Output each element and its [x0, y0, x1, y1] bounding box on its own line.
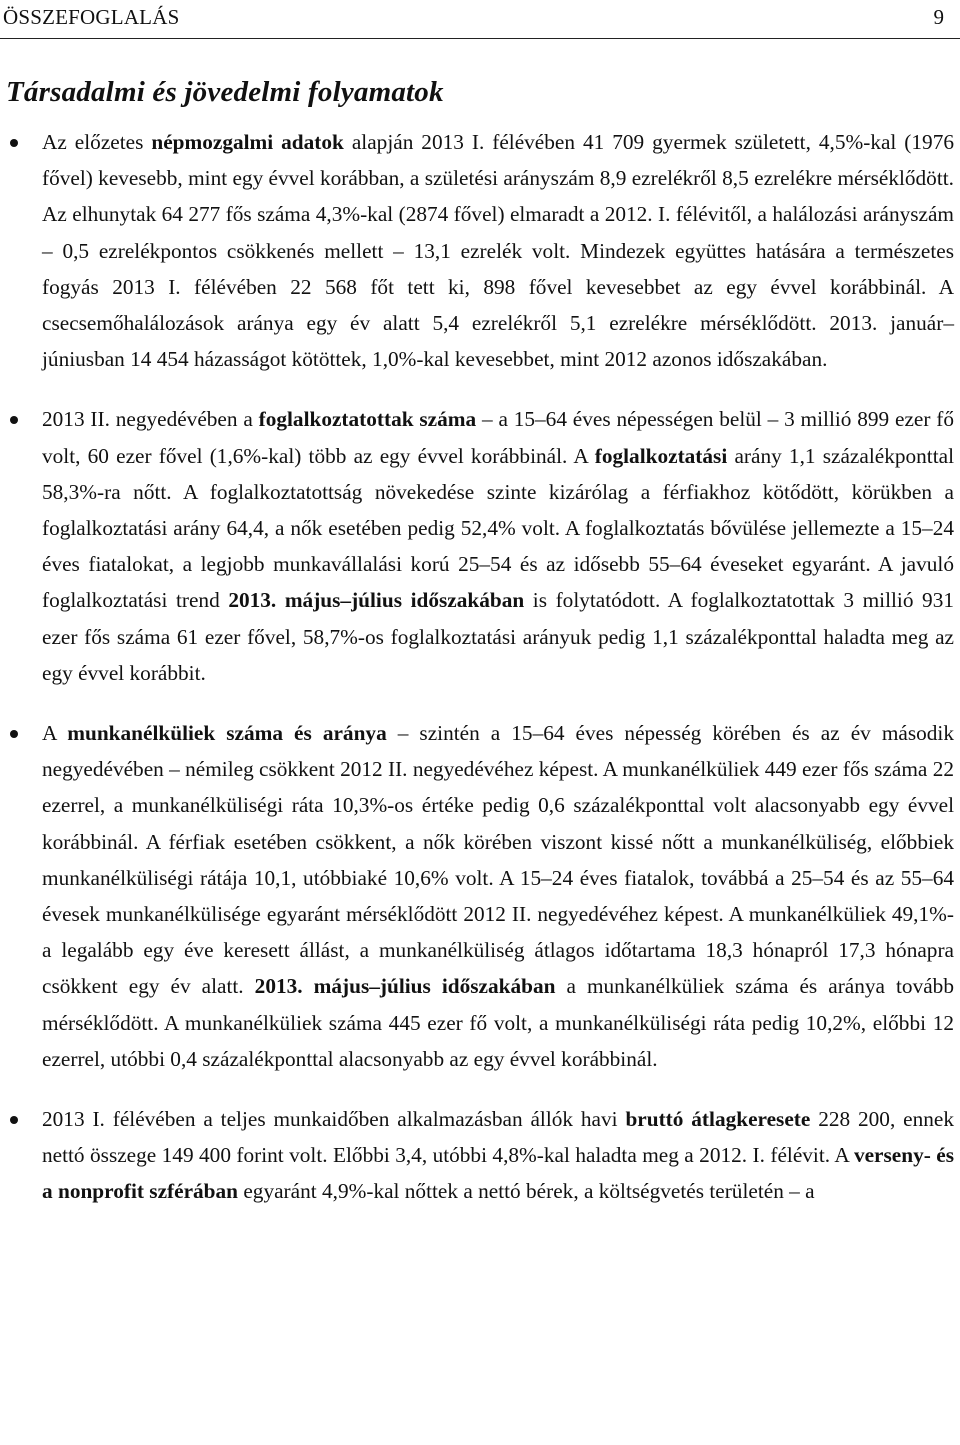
bold-term: 2013. május–július időszakában — [228, 588, 525, 613]
bullet-item-unemployment — [0, 715, 960, 1077]
bold-term: foglalkoztatási — [594, 443, 728, 468]
bold-term: népmozgalmi adatok — [151, 130, 344, 154]
paragraph: Az előzetes népmozgalmi adatok alapján 2013 I. félévében 41 709 gyermek született, 4,5%-kal (1976 fővel) kevesebb, mint egy évvel korábban, a születési arányszám 8,9 ezrelékről 8,5 ezrelékre mérséklődött. Az elhunytak 64 277 fős száma 4,3%-kal (2874 fővel) elmaradt a 2012. I. félévitől, a halálozási arányszám – 0,5 ezrelékpontos csökkenés mellett – 13,1 ezrelék volt. Mindezek együttes hatására a természetes fogyás 2013 I. félévében 22 568 főt tett ki, 898 fővel kevesebbet az egy évvel korábbinál. A csecsemőhalálozások aránya egy év alatt 5,4 ezrelékről 5,1 ezrelékre mérséklődött. 2013. január–júniusban 14 454 házasságot kötöttek, 1,0%-kal kevesebbet, mint 2012 azonos időszakában. — [42, 130, 954, 372]
page-number: 9 — [933, 5, 944, 29]
bold-term: munkanélküliek száma és aránya — [67, 721, 387, 746]
paragraph: 2013 I. félévében a teljes munkaidőben alkalmazásban állók havi bruttó átlagkeresete 228 200, ennek nettó összege 149 400 forint volt. Előbbi 3,4, utóbbi 4,8%-kal haladta meg a 2012. I. félévit. A verseny- és a nonprofit szférában egyaránt 4,9%-kal nőttek a nettó bérek, a költségvetés területén – a — [42, 1107, 954, 1204]
bold-term: verseny- és a nonprofit szférában — [42, 1143, 954, 1204]
bullet-icon — [10, 730, 18, 738]
bullet-icon — [10, 139, 18, 147]
bullet-item-vital-statistics — [0, 124, 960, 377]
paragraph: 2013 II. negyedévében a foglalkoztatottak száma – a 15–64 éves népességen belül – 3 millió 899 ezer fő volt, 60 ezer fővel (1,6%-kal) több az egy évvel korábbinál. A foglalkoztatási arány 1,1 százalékponttal 58,3%-ra nőtt. A foglalkoztatottság növekedése szinte kizárólag a férfiakhoz kötődött, körükben a foglalkoztatási arány 64,4, a nők esetében pedig 52,4% volt. A foglalkoztatás bővülése jellemezte a 15–24 éves fiatalokat, a legjobb munkavállalási korú 25–54 és az idősebb 55–64 éveseket egyaránt. A javuló foglalkoztatási trend 2013. május–július időszakában is folytatódott. A foglalkoztatottak 3 millió 931 ezer fős száma 61 ezer fővel, 58,7%-os foglalkoztatási arányuk pedig 1,1 százalékponttal haladta meg az egy évvel korábbit. — [42, 407, 955, 685]
header-title: ÖSSZEFOGLALÁS — [3, 5, 180, 29]
section-title: Társadalmi és jövedelmi folyamatok — [6, 76, 444, 108]
bullet-icon — [10, 416, 18, 424]
bullet-item-employment — [0, 401, 960, 691]
bullet-icon — [10, 1116, 18, 1124]
bold-term: foglalkoztatottak száma — [258, 407, 477, 432]
paragraph: A munkanélküliek száma és aránya – szintén a 15–64 éves népesség körében és az év második negyedévében – némileg csökkent 2012 II. negyedévéhez képest. A munkanélküliek 449 ezer fős száma 22 ezerrel, a munkanélküliségi ráta 10,3%-os értéke pedig 0,6 százalékponttal volt alacsonyabb egy évvel korábbinál. A férfiak esetében csökkent, a nők körében viszont kissé nőtt a munkanélküliség, előbbiek munkanélküliségi rátája 10,1, utóbbiaké 10,6% volt. A 15–24 éves fiatalok, továbbá a 25–54 és az 55–64 évesek munkanélkülisége egyaránt mérséklődött 2012 II. negyedévéhez képest. A munkanélküliek 49,1%-a legalább egy éve keresett állást, a munkanélküliség átlagos időtartama 18,3 hónapról 17,3 hónapra csökkent egy év alatt. 2013. május–július időszakában a munkanélküliek száma és aránya tovább mérséklődött. A munkanélküliek száma 445 ezer fő volt, a munkanélküliségi ráta pedig 10,2%, előbbi 12 ezerrel, utóbbi 0,4 százalékponttal alacsonyabb az egy évvel korábbinál. — [42, 721, 954, 1071]
bold-term: 2013. május–július időszakában — [254, 974, 556, 999]
bold-term: bruttó átlagkeresete — [625, 1107, 811, 1132]
page-header — [0, 0, 960, 39]
bullet-list — [0, 124, 960, 1234]
bullet-item-earnings — [0, 1101, 960, 1210]
